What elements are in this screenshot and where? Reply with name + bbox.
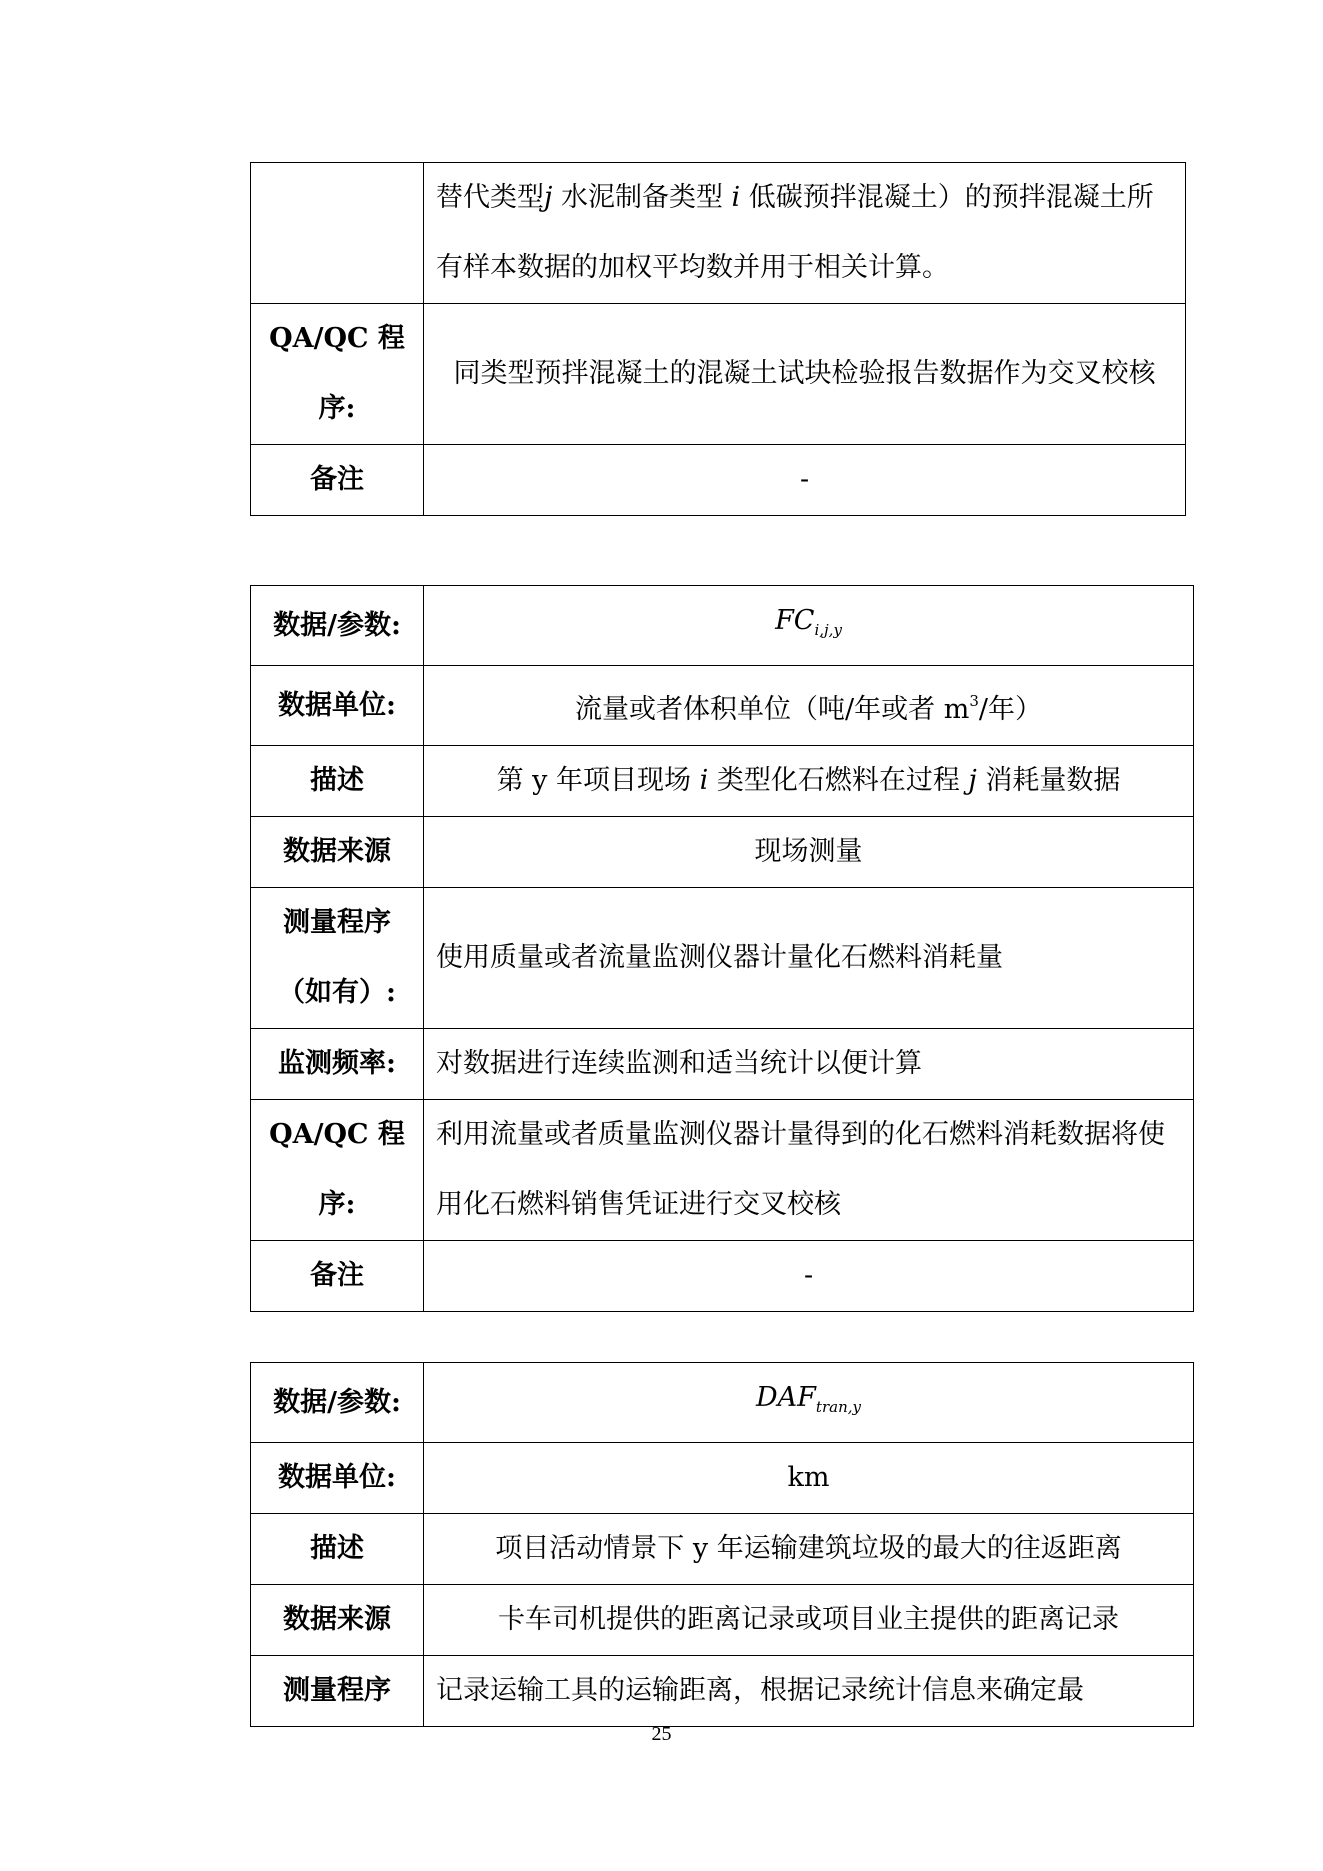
- table-row: [251, 888, 1194, 1029]
- description-label: 描述: [251, 1514, 424, 1585]
- measurement-procedure-label: 测量程序: [251, 1656, 424, 1727]
- table-row: [251, 304, 1186, 445]
- note-value: -: [424, 1241, 1194, 1312]
- description-value: 第 y 年项目现场 i 类型化石燃料在过程 j 消耗量数据: [424, 746, 1194, 817]
- qa-qc-label: QA/QC 程序:: [251, 1100, 424, 1241]
- monitoring-frequency-label: 监测频率:: [251, 1029, 424, 1100]
- param-label: 数据/参数:: [251, 1363, 424, 1443]
- qa-qc-value: 同类型预拌混凝土的混凝土试块检验报告数据作为交叉校核: [424, 304, 1186, 445]
- note-value: -: [424, 445, 1186, 516]
- table-row: [251, 666, 1194, 746]
- note-label: 备注: [251, 1241, 424, 1312]
- table-row: [251, 163, 1186, 304]
- unit-value: km: [424, 1443, 1194, 1514]
- param-symbol: $DAF_{tran,y}$: [424, 1363, 1194, 1443]
- data-source-label: 数据来源: [251, 817, 424, 888]
- data-source-value: 卡车司机提供的距离记录或项目业主提供的距离记录: [424, 1585, 1194, 1656]
- table-row: [251, 445, 1186, 516]
- qa-qc-value: 利用流量或者质量监测仪器计量得到的化石燃料消耗数据将使用化石燃料销售凭证进行交叉校核: [424, 1100, 1194, 1241]
- parameter-table-fc: [250, 585, 1194, 1312]
- table-row: [251, 817, 1194, 888]
- table-row: [251, 1241, 1194, 1312]
- parameter-table-continued: [250, 162, 1186, 516]
- measurement-procedure-value: 记录运输工具的运输距离，根据记录统计信息来确定最: [424, 1656, 1194, 1727]
- unit-label: 数据单位:: [251, 1443, 424, 1514]
- qa-qc-label: QA/QC 程序:: [251, 304, 424, 445]
- data-source-value: 现场测量: [424, 817, 1194, 888]
- table-row: [251, 1363, 1194, 1443]
- description-value: 项目活动情景下 y 年运输建筑垃圾的最大的往返距离: [424, 1514, 1194, 1585]
- description-label: 描述: [251, 746, 424, 817]
- param-symbol: $FC_{i,j,y}$: [424, 586, 1194, 666]
- unit-value: 流量或者体积单位（吨/年或者 $m^3/$年）: [424, 666, 1194, 746]
- table-row: [251, 1443, 1194, 1514]
- note-label: 备注: [251, 445, 424, 516]
- measurement-procedure-label: 测量程序（如有）:: [251, 888, 424, 1029]
- parameter-table-daf: [250, 1362, 1194, 1727]
- param-label: 数据/参数:: [251, 586, 424, 666]
- table-row: [251, 1514, 1194, 1585]
- table-row: [251, 1656, 1194, 1727]
- table-row: [251, 586, 1194, 666]
- table-row: [251, 1585, 1194, 1656]
- measurement-procedure-value: 使用质量或者流量监测仪器计量化石燃料消耗量: [424, 888, 1194, 1029]
- table-row: [251, 1029, 1194, 1100]
- monitoring-frequency-value: 对数据进行连续监测和适当统计以便计算: [424, 1029, 1194, 1100]
- table-row: [251, 746, 1194, 817]
- table-row: [251, 1100, 1194, 1241]
- page-number: 25: [651, 1723, 672, 1745]
- unit-label: 数据单位:: [251, 666, 424, 746]
- continued-description: 替代类型j 水泥制备类型 i 低碳预拌混凝土）的预拌混凝土所有样本数据的加权平均数并用于相关计算。: [424, 163, 1186, 304]
- data-source-label: 数据来源: [251, 1585, 424, 1656]
- continued-label-cell: [251, 163, 424, 304]
